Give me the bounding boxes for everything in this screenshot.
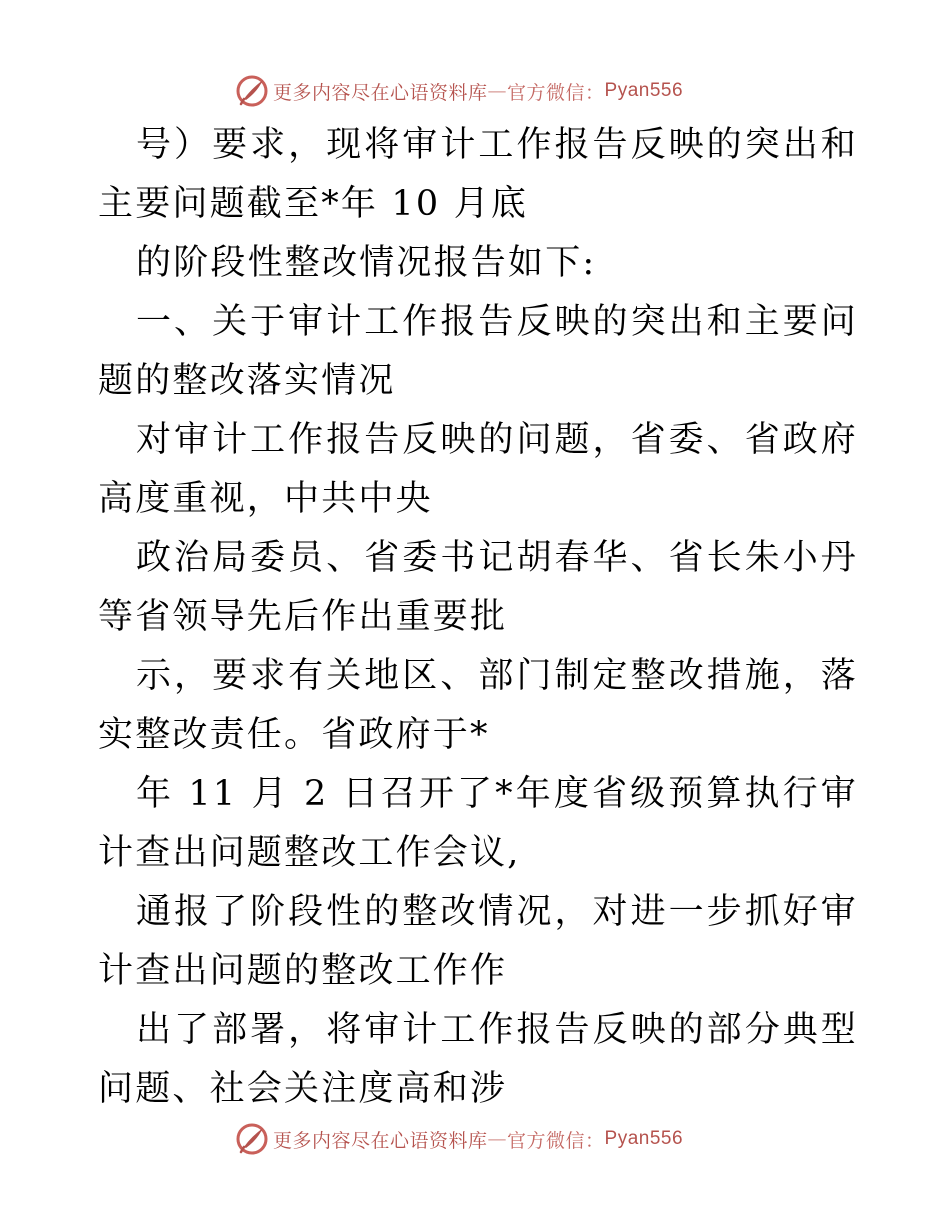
paragraph: 年 11 月 2 日召开了*年度省级预算执行审计查出问题整改工作会议, bbox=[98, 774, 858, 873]
paragraph: 政治局委员、省委书记胡春华、省长朱小丹等省领导先后作出重要批 bbox=[98, 538, 858, 637]
watermark-label: 官方微信： bbox=[507, 1129, 605, 1152]
paragraph: 出了部署，将审计工作报告反映的部分典型问题、社会关注度高和涉 bbox=[98, 1010, 858, 1109]
quill-logo-icon bbox=[235, 1122, 269, 1156]
paragraph: 对审计工作报告反映的问题，省委、省政府高度重视，中共中央 bbox=[98, 420, 858, 519]
quill-logo-icon bbox=[235, 74, 269, 108]
watermark-text: 更多内容尽在心语资料库 bbox=[273, 81, 488, 104]
watermark-separator: — bbox=[487, 1128, 508, 1150]
footer-watermark bbox=[235, 1121, 755, 1157]
paragraph: 的阶段性整改情况报告如下: bbox=[136, 243, 597, 283]
paragraph: 示，要求有关地区、部门制定整改措施，落实整改责任。省政府于* bbox=[98, 656, 858, 755]
section-heading: 一、关于审计工作报告反映的突出和主要问题的整改落实情况 bbox=[98, 302, 858, 401]
document-body bbox=[98, 116, 858, 1119]
watermark-label: 官方微信： bbox=[507, 81, 605, 104]
watermark-text: 更多内容尽在心语资料库 bbox=[273, 1129, 488, 1152]
watermark-separator: — bbox=[487, 80, 508, 102]
header-watermark bbox=[235, 73, 755, 109]
watermark-id: Pyan556 bbox=[604, 1128, 684, 1149]
paragraph: 号）要求，现将审计工作报告反映的突出和主要问题截至*年 10 月底 bbox=[98, 125, 858, 224]
paragraph: 通报了阶段性的整改情况，对进一步抓好审计查出问题的整改工作作 bbox=[98, 892, 858, 991]
watermark-id: Pyan556 bbox=[604, 80, 684, 101]
